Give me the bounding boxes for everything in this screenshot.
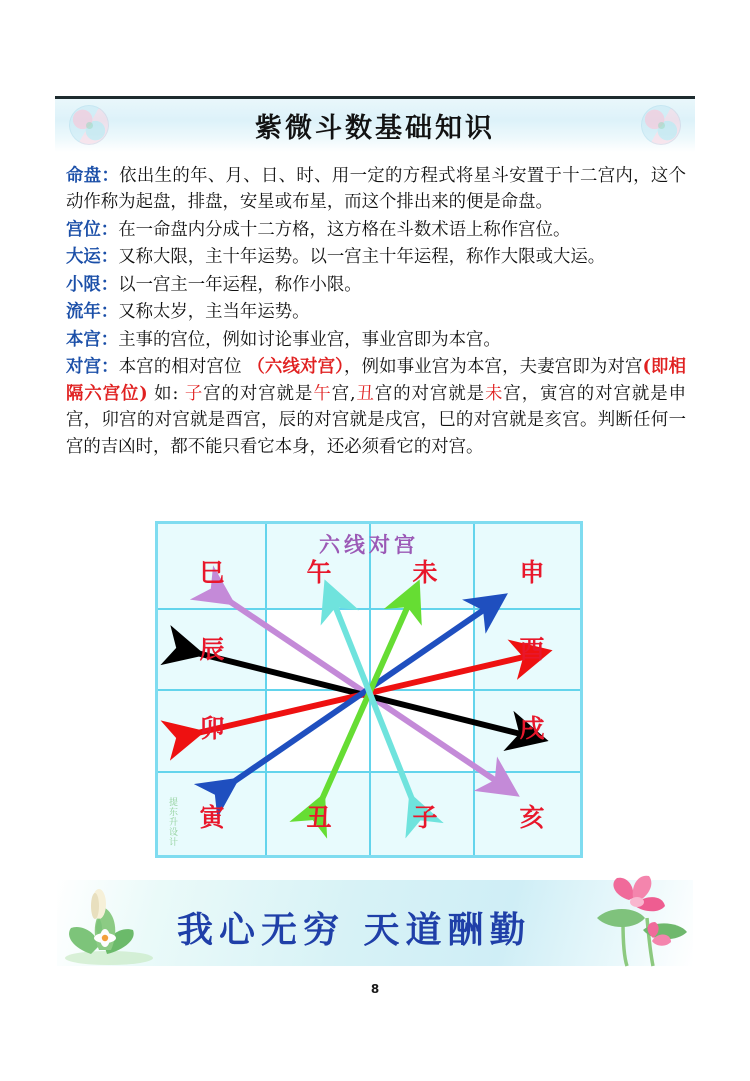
term-label: 对宫： [66,357,119,378]
palace-cell-shen: 申 [519,558,545,587]
duigong-highlight-chou: 丑 [355,383,375,404]
duigong-text-6: 宫的对宫就是 [374,383,486,404]
diagram-title: 六线对宫 [319,532,419,557]
yinyang-emblem-icon [641,105,681,145]
term-definition: 主事的宫位，例如讨论事业宫，事业宫即为本宫。 [118,329,501,350]
term-definition: 又称太岁，主当年运势。 [118,302,310,323]
term-definition: 依出生的年、月、日、时、用一定的方程式将星斗安置于十二宫内，这个动作称为起盘，排盘，安星或布星，而这个排出来的便是命盘。 [66,166,686,213]
glossary-entry-mingpan [66,163,686,216]
glossary-entry-xiaoxian [66,272,686,298]
motto-text: 我心无穷 天道酬勤 [177,909,532,951]
term-label: 大运： [66,247,119,268]
palace-cell-mao: 卯 [199,714,225,743]
palace-cell-hai: 亥 [519,803,545,832]
glossary-entry-duigong [66,354,686,460]
term-label: 小限： [66,274,119,295]
lotus-flower-icon [583,872,693,968]
palace-cell-zi: 子 [412,803,438,832]
duigong-text-5: 宫, [331,383,356,404]
term-label: 流年： [66,302,119,323]
term-label: 本宫： [66,329,119,350]
page-header [55,96,695,152]
term-definition: 以一宫主一年运程，称作小限。 [118,274,362,295]
term-label: 宫位： [66,219,119,240]
palace-cell-wei: 未 [412,558,438,587]
palace-cell-chen: 辰 [199,635,225,664]
duigong-text-2: ，例如事业宫为本宫，夫妻宫即为对宫 [344,357,643,378]
liuxian-duigong-diagram [155,521,583,858]
term-label: 命盘： [66,166,120,186]
palace-cell-si: 巳 [199,558,225,587]
term-definition: 又称大限，主十年运势。以一宫主十年运程，称作大限或大运。 [118,247,606,268]
glossary-entry-gongwei [66,217,686,243]
duigong-highlight-1: （六线对宫） [247,357,345,378]
page-number: 8 [370,982,380,996]
palace-cell-chou: 丑 [306,803,332,832]
glossary-entry-liunian [66,299,686,325]
motto-banner [57,880,693,966]
yinyang-emblem-icon [69,105,109,145]
lotus-flower-icon [61,884,157,966]
duigong-text-1: 本宫的相对宫位 [118,357,248,378]
diagram-watermark: 提东升设计 [167,797,177,847]
duigong-highlight-wu: 午 [313,383,332,404]
duigong-text-4: 宫的对宫就是 [203,383,314,404]
glossary-entry-bengong [66,327,686,353]
duigong-highlight-wei: 未 [485,383,504,404]
header-band [55,99,695,152]
duigong-highlight-2: (即相隔六宫位) [66,357,686,404]
palace-cell-xu: 戌 [519,714,545,743]
duigong-text-3: 如: [147,383,185,404]
glossary-content [66,163,686,461]
duigong-highlight-zi: 子 [184,383,204,404]
duigong-text-7: 宫，寅宫的对宫就是申宫，卯宫的对宫就是酉宫，辰的对宫就是戌宫，巳的对宫就是亥宫。判断任何一宫的吉凶时，都不能只看它本身，还必须看它的对宫。 [66,383,686,457]
glossary-entry-dayun [66,244,686,270]
palace-cell-you: 酉 [519,635,545,664]
page-title: 紫微斗数基础知识 [255,113,495,144]
term-definition: 在一命盘内分成十二方格，这方格在斗数术语上称作宫位。 [118,219,571,240]
palace-cell-yin: 寅 [199,803,225,832]
palace-cell-wu: 午 [306,558,332,587]
